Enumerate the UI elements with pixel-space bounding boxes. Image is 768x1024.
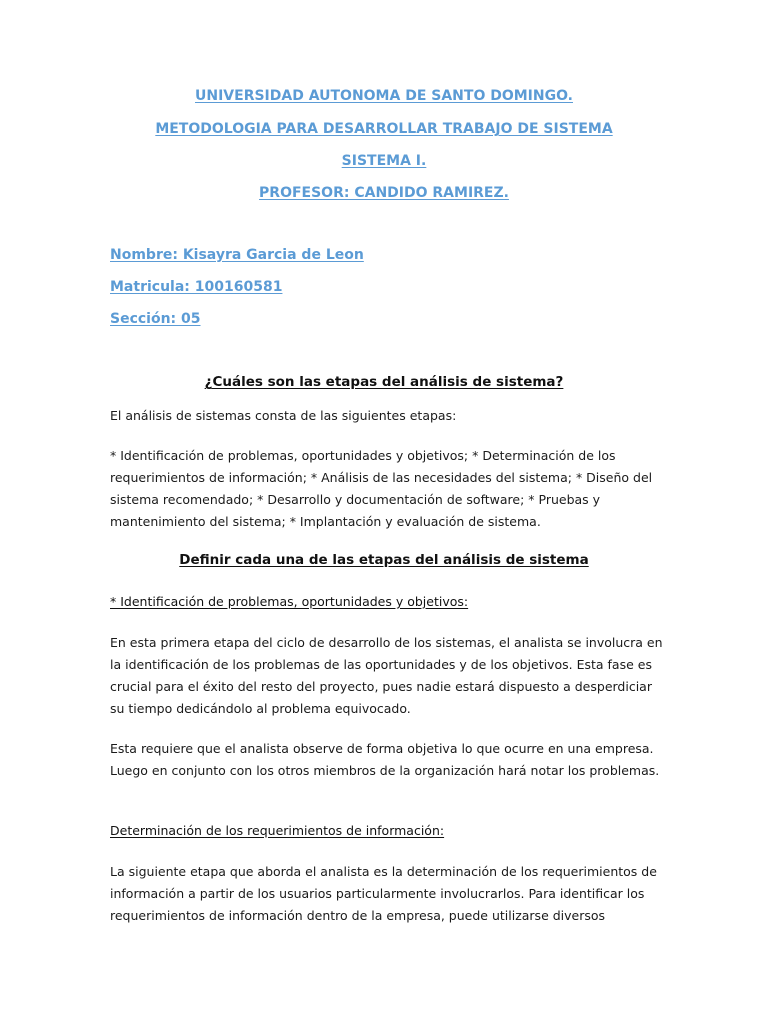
university-title: UNIVERSIDAD AUTONOMA DE SANTO DOMINGO. bbox=[195, 88, 573, 104]
stage2-paragraph-1: La siguiente etapa que aborda el analista es la determinación de los requerimientos de información a partir de los usuarios particularmente involucrarlos. Para identificar los requerimientos de información dentro de la empresa, puede utilizarse diversos bbox=[110, 864, 657, 923]
stages-list-paragraph: * Identificación de problemas, oportunidades y objetivos; * Determinación de los requerimientos de información; * Análisis de las necesidades del sistema; * Diseño del sistema recomendado; * Desarrollo y documentación de software; * Pruebas y mantenimiento del sistema; * Implantación y evaluación de sistema. bbox=[110, 448, 653, 529]
subject-title: SISTEMA I. bbox=[341, 153, 427, 169]
student-section: Sección: 05 bbox=[110, 311, 201, 327]
student-name: Nombre: Kisayra Garcia de Leon bbox=[110, 247, 364, 263]
course-title: METODOLOGIA PARA DESARROLLAR TRABAJO DE SISTEMA bbox=[155, 121, 613, 137]
stage1-paragraph-1: En esta primera etapa del ciclo de desarrollo de los sistemas, el analista se involucra en la identificación de los problemas de las oportunidades y de los objetivos. Esta fase es crucial para el éxito del resto del proyecto, pues nadie estará dispuesto a desperdiciar su tiempo dedicándolo al problema equivocado. bbox=[110, 635, 663, 716]
question-heading: ¿Cuáles son las etapas del análisis de sistema? bbox=[204, 374, 564, 390]
stage1-subheading: * Identificación de problemas, oportunidades y objetivos: bbox=[110, 594, 469, 609]
question-intro: El análisis de sistemas consta de las siguientes etapas: bbox=[110, 408, 457, 423]
stage2-subheading: Determinación de los requerimientos de información: bbox=[110, 823, 445, 838]
student-id: Matricula: 100160581 bbox=[110, 279, 283, 295]
definitions-heading: Definir cada una de las etapas del análisis de sistema bbox=[179, 552, 589, 568]
professor-title: PROFESOR: CANDIDO RAMIREZ. bbox=[259, 185, 509, 201]
stage1-paragraph-2: Esta requiere que el analista observe de forma objetiva lo que ocurre en una empresa. Luego en conjunto con los otros miembros de la organización hará notar los problemas. bbox=[110, 741, 660, 778]
